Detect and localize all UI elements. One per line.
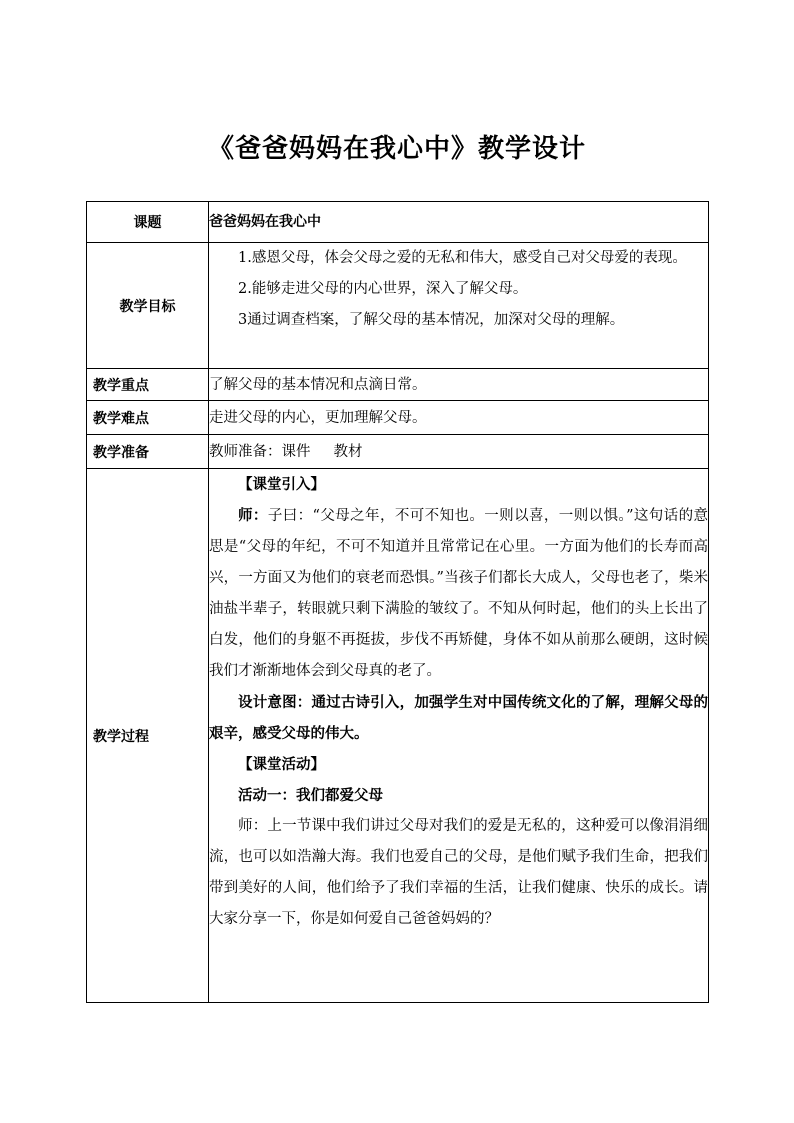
goal-item: 1.感恩父母，体会父母之爱的无私和伟大，感受自己对父母爱的表现。	[238, 250, 687, 266]
process-value	[209, 469, 709, 1003]
focus-label: 教学重点	[87, 369, 209, 401]
difficulty-value	[209, 401, 709, 435]
process-label: 教学过程	[87, 469, 209, 1003]
difficulty-text: 走进父母的内心，更加理解父母。	[209, 409, 427, 426]
table-row-preparation	[87, 435, 709, 469]
activity-heading: 【课堂活动】	[238, 756, 325, 773]
activity-text: 师：上一节课中我们讲过父母对我们的爱是无私的，这种爱可以像涓涓细流，也可以如浩瀚大海。我们也爱自己的父母，是他们赋予我们生命，把我们带到美好的人间，他们给予了我们幸福的生活，让我们健康、快乐的成长。请大家分享一下，你是如何爱自己爸爸妈妈的？	[209, 818, 708, 927]
page-title: 《爸爸妈妈在我心中》教学设计	[207, 134, 586, 164]
intro-heading: 【课堂引入】	[238, 476, 325, 493]
table-row-topic	[87, 202, 709, 243]
focus-text: 了解父母的基本情况和点滴日常。	[209, 376, 427, 393]
difficulty-label: 教学难点	[87, 401, 209, 435]
goal-item: 3通过调查档案，了解父母的基本情况，加深对父母的理解。	[238, 312, 625, 328]
preparation-value	[209, 435, 709, 469]
table-row-goals	[87, 243, 709, 369]
goal-item: 2.能够走进父母的内心世界，深入了解父母。	[238, 281, 528, 297]
preparation-text: 教师准备：课件 教材	[209, 443, 363, 460]
table-row-difficulty	[87, 401, 709, 435]
preparation-label: 教学准备	[87, 435, 209, 469]
table-row-process	[87, 469, 709, 1003]
focus-value	[209, 369, 709, 401]
intro-text: 子曰：“父母之年，不可不知也。一则以喜，一则以惧。”这句话的意思是“父母的年纪，不可不知道并且常常记在心里。一方面为他们的长寿而高兴，一方面又为他们的衰老而恐惧。”当孩子们都长大成人，父母也老了，柴米油盐半辈子，转眼就只剩下满脸的皱纹了。不知从何时起，他们的头上长出了白发，他们的身躯不再挺拔，步伐不再矫健，身体不如从前那么硬朗，这时候我们才渐渐地体会到父母真的老了。	[209, 508, 708, 679]
design-intent: 设计意图：通过古诗引入，加强学生对中国传统文化的了解，理解父母的艰辛，感受父母的伟大。	[209, 694, 708, 742]
topic-text: 爸爸妈妈在我心中	[209, 213, 321, 230]
goals-value	[209, 243, 709, 369]
goals-label: 教学目标	[87, 243, 209, 369]
topic-label: 课题	[87, 202, 209, 243]
activity-one-title: 活动一：我们都爱父母	[238, 787, 383, 804]
topic-value	[209, 202, 709, 243]
intro-paragraph	[209, 500, 708, 687]
lesson-plan-table	[86, 201, 709, 1003]
table-row-focus	[87, 369, 709, 401]
teacher-label: 师：	[238, 507, 268, 524]
